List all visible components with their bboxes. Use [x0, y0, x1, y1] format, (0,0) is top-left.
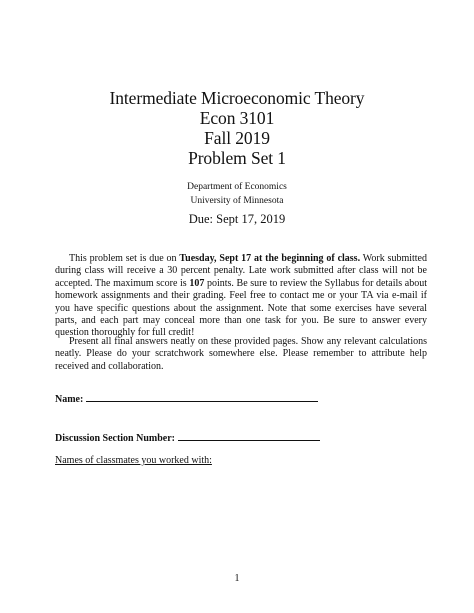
due-emphasis: Tuesday, Sept 17 at the beginning of class.	[179, 253, 361, 264]
term: Fall 2019	[204, 128, 270, 148]
max-score: 107	[189, 277, 205, 289]
name-blank-line[interactable]	[86, 391, 318, 402]
instructions-paragraph	[55, 253, 427, 340]
department: Department of Economics	[187, 182, 287, 192]
discussion-section-blank-line[interactable]	[178, 430, 320, 441]
classmates-label: Names of classmates you worked with:	[55, 455, 212, 466]
discussion-section-field	[55, 430, 320, 445]
course-code: Econ 3101	[199, 108, 275, 128]
discussion-section-label: Discussion Section Number:	[55, 433, 176, 444]
instructions-rest: points. Be sure to review the Syllabus for details about homework assignments and their grading. Feel free to contact me or your TA via e-mail if you have specific questions about the assignment. Note that some exercises have several parts, and each part may conceal more than one task for you. Be sure to answer every question thoroughly for full credit!	[55, 277, 427, 339]
assignment-title: Problem Set 1	[188, 148, 286, 168]
university: University of Minnesota	[190, 196, 284, 206]
due-date: Due: Sept 17, 2019	[188, 212, 286, 226]
title-block	[0, 88, 474, 168]
presentation-paragraph: Present all final answers neatly on these provided pages. Show any relevant calculations neatly. Please do your scratchwork somewhere else. Please remember to attribute help received and collaboration.	[55, 336, 427, 372]
page-number: 1	[234, 573, 240, 584]
affiliation	[0, 180, 474, 208]
name-field	[55, 391, 318, 406]
instructions-intro: This problem set is due on	[69, 253, 180, 264]
name-label: Name:	[55, 394, 84, 405]
instructions-middle: Work submitted during class will receive a 30 percent penalty. Late work submitted after class will not be accepted. The maximum score is	[55, 253, 427, 289]
course-name: Intermediate Microeconomic Theory	[109, 88, 365, 108]
